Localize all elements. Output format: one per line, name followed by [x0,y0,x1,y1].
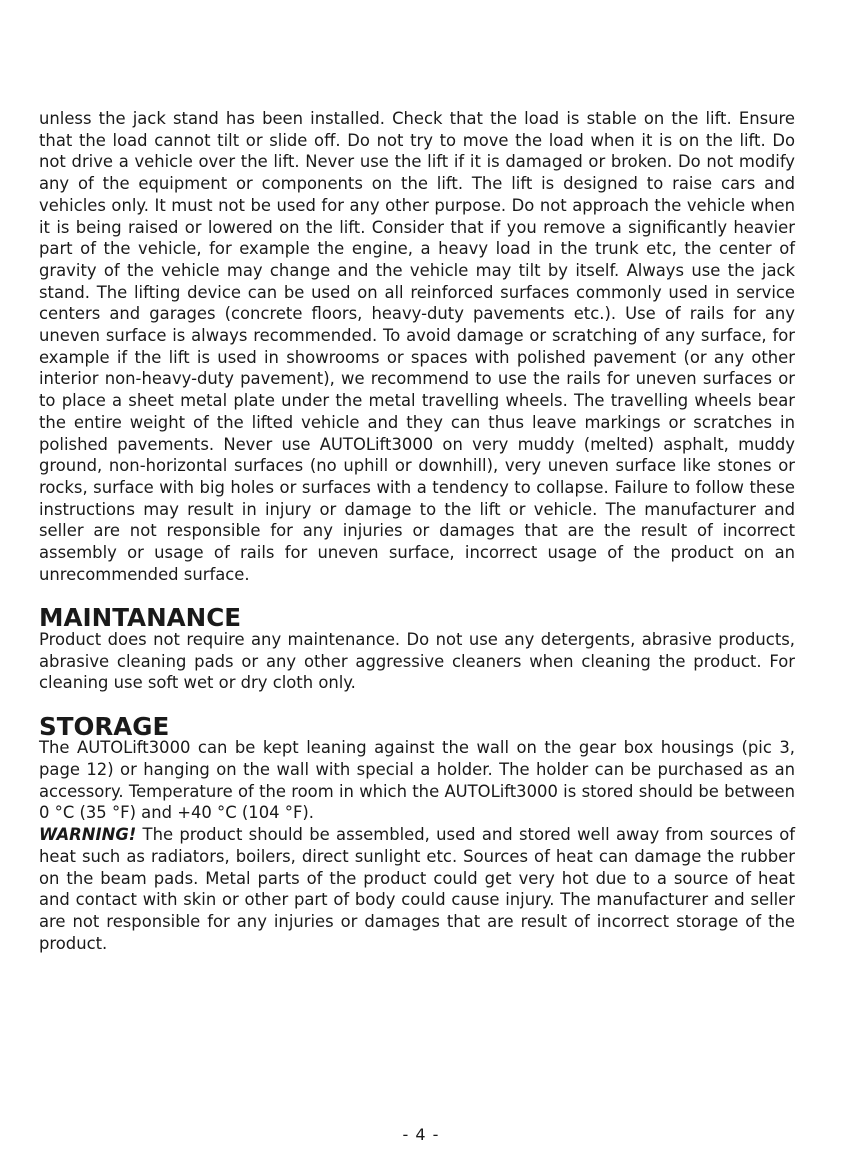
warning-text: The product should be assembled, used and stored well away from sources of heat such as radiators, boilers, direct sunlight etc. Sources of heat can damage the rubber on the beam pads. Metal parts of the product could get very hot due to a source of heat and contact with skin or other part of body could cause injury. The manufacturer and seller are not responsible for any injuries or damages that are result of incorrect storage of the product. [39,825,795,953]
safety-paragraph: unless the jack stand has been installed. Check that the load is stable on the lift. Ensure that the load cannot tilt or slide off. Do not try to move the load when it is on the lift. Do not drive a vehicle over the lift. Never use the lift if it is damaged or broken. Do not modify any of the equipment or components on the lift. The lift is designed to raise cars and vehicles only. It must not be used for any other purpose. Do not approach the vehicle when it is being raised or lowered on the lift. Consider that if you remove a significantly heavier part of the vehicle, for example the engine, a heavy load in the trunk etc, the center of gravity of the vehicle may change and the vehicle may tilt by itself. Always use the jack stand. The lifting device can be used on all reinforced surfaces commonly used in service centers and garages (concrete floors, heavy-duty pavements etc.). Use of rails for any uneven surface is always recommended. To avoid damage or scratching of any surface, for example if the lift is used in showrooms or spaces with polished pavement (or any other interior non-heavy-duty pavement), we recommend to use the rails for uneven surfaces or to place a sheet metal plate under the metal travelling wheels. The travelling wheels bear the entire weight of the lifted vehicle and they can thus leave markings or scratches in polished pavements. Never use AUTOLift3000 on very muddy (melted) asphalt, muddy ground, non-horizontal surfaces (no uphill or downhill), very uneven surface like stones or rocks, surface with big holes or surfaces with a tendency to collapse. Failure to follow these instructions may result in injury or damage to the lift or vehicle. The manufacturer and seller are not responsible for any injuries or damages that are the result of incorrect assembly or usage of rails for uneven surface, incorrect usage of the product on an unrecommended surface. [39,109,795,584]
maintenance-paragraph: Product does not require any maintenance. Do not use any detergents, abrasive products, abrasive cleaning pads or any other aggressive cleaners when cleaning the product. For cleaning use soft wet or dry cloth only. [39,629,795,693]
storage-warning-paragraph [39,824,795,954]
storage-heading: STORAGE [39,711,170,741]
maintenance-heading: MAINTANANCE [39,603,242,633]
storage-paragraph: The AUTOLift3000 can be kept leaning against the wall on the gear box housings (pic 3, page 12) or hanging on the wall with special a holder. The holder can be purchased as an accessory. Temperature of the room in which the AUTOLift3000 is stored should be between 0 °C (35 °F) and +40 °C (104 °F). [39,738,795,823]
page-body [39,108,795,954]
page-number: - 4 - [402,1125,440,1144]
warning-label: WARNING! [39,825,137,845]
